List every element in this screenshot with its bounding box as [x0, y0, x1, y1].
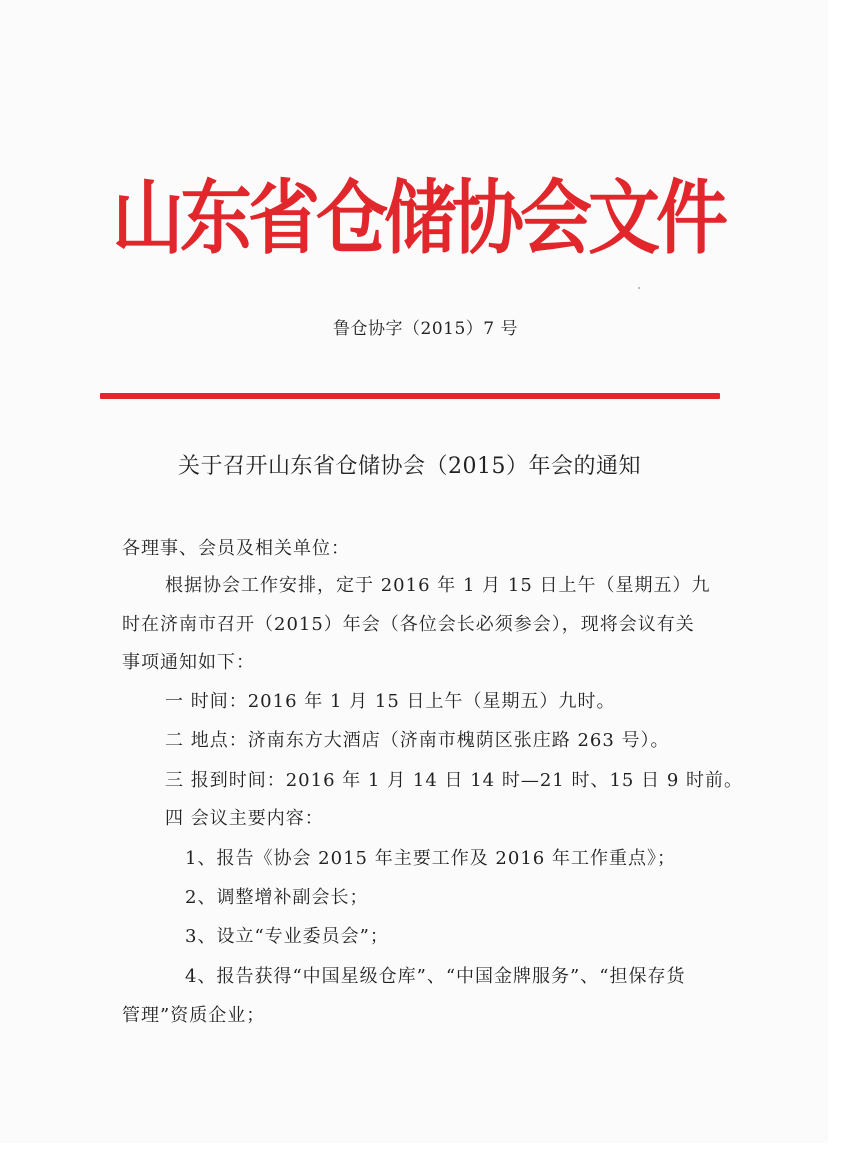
- intro-line-1: 根据协会工作安排，定于 2016 年 1 月 15 日上午（星期五）九: [165, 575, 711, 596]
- agenda-item-3: 3、设立“专业委员会”；: [185, 926, 389, 947]
- page-bottom-margin: [0, 1143, 850, 1169]
- document-header-title: 山东省仓储协会文件: [112, 169, 725, 266]
- item-checkin-time: 三 报到时间：2016 年 1 月 14 日 14 时—21 时、15 日 9 时前。: [165, 770, 743, 791]
- intro-line-3: 事项通知如下：: [122, 652, 255, 673]
- intro-line-2: 时在济南市召开（2015）年会（各位会长必须参会），现将会议有关: [122, 614, 695, 635]
- red-header-rule: [100, 393, 720, 399]
- notice-title: 关于召开山东省仓储协会（2015）年会的通知: [178, 454, 641, 479]
- scan-speck: [638, 287, 640, 289]
- agenda-item-4-continued: 管理”资质企业；: [122, 1005, 266, 1026]
- page-edge-margin: [828, 0, 850, 1169]
- item-location: 二 地点：济南东方大酒店（济南市槐荫区张庄路 263 号）。: [165, 730, 670, 751]
- item-time: 一 时间：2016 年 1 月 15 日上午（星期五）九时。: [165, 691, 616, 712]
- item-agenda-heading: 四 会议主要内容：: [165, 808, 324, 829]
- salutation: 各理事、会员及相关单位：: [122, 538, 350, 559]
- document-number: 鲁仓协字（2015）7 号: [333, 319, 518, 339]
- agenda-item-4: 4、报告获得“中国星级仓库”、“中国金牌服务”、“担保存货: [185, 966, 686, 987]
- agenda-item-2: 2、调整增补副会长；: [185, 887, 369, 908]
- agenda-item-1: 1、报告《协会 2015 年主要工作及 2016 年工作重点》；: [185, 848, 676, 869]
